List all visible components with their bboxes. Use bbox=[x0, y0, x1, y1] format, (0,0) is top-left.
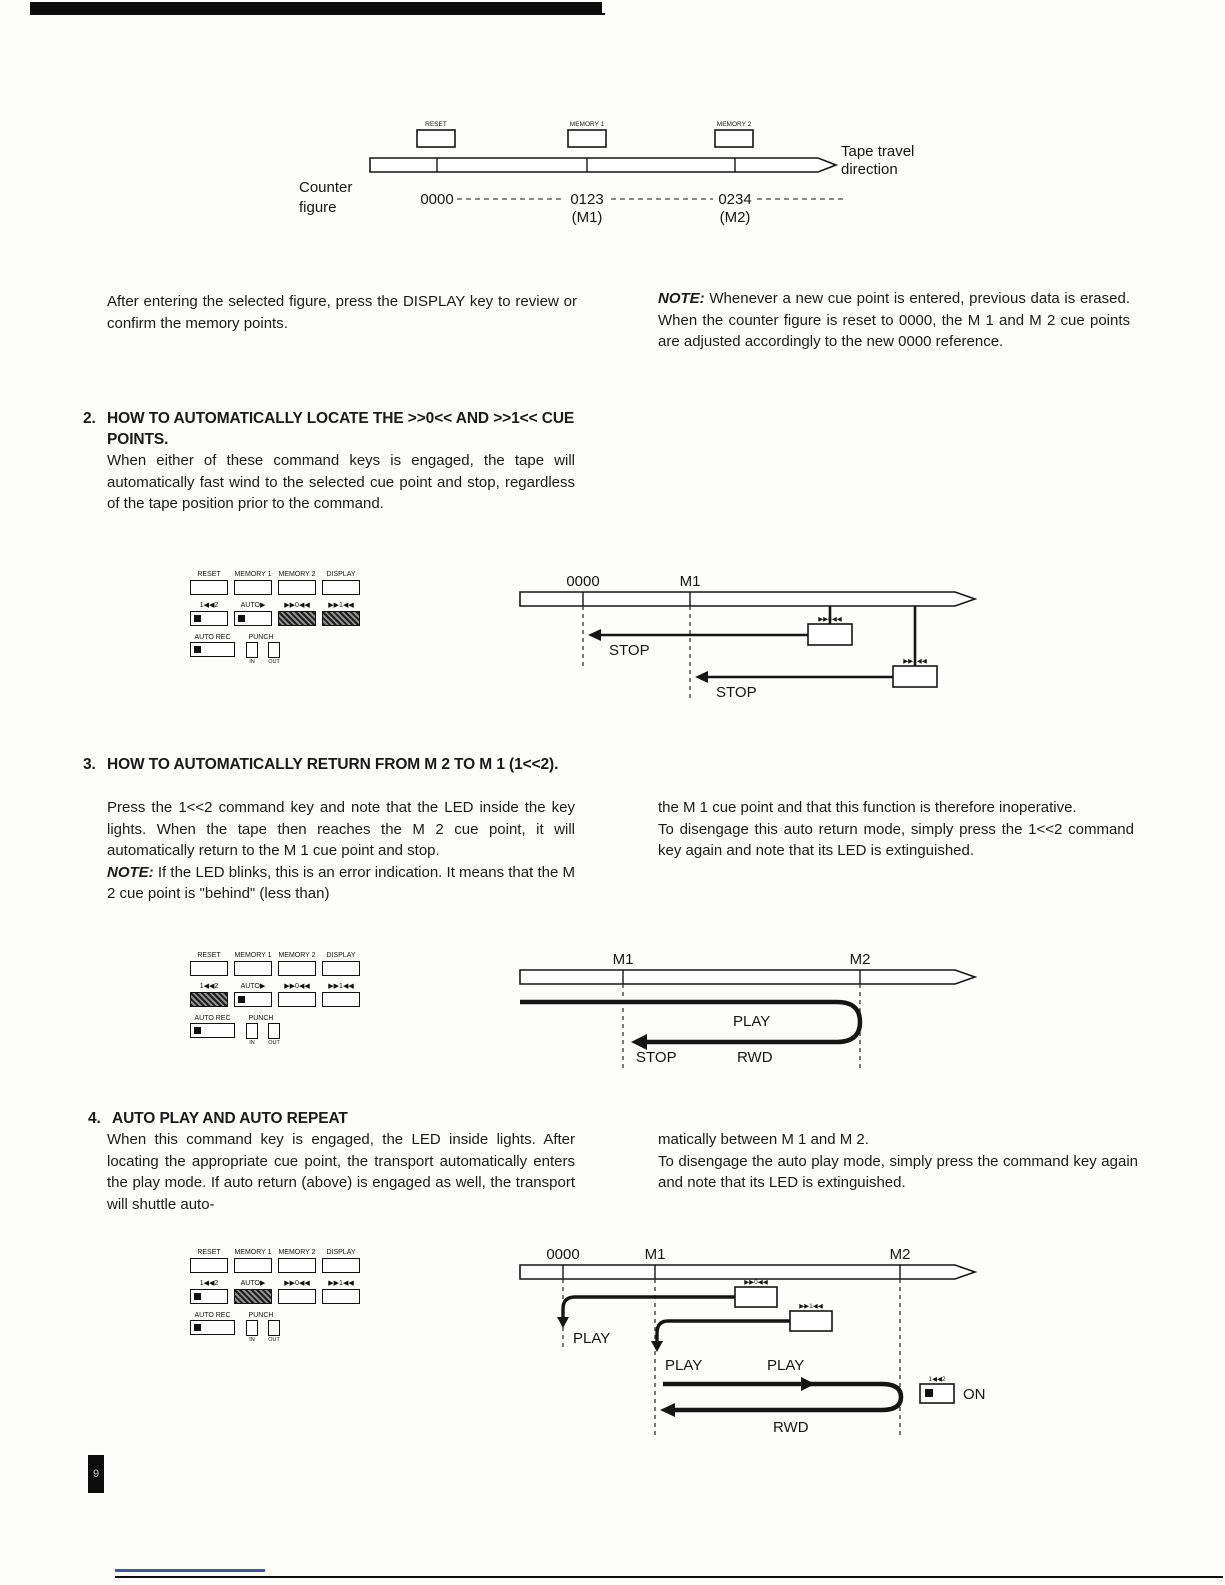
section-4-title: AUTO PLAY AND AUTO REPEAT bbox=[112, 1110, 348, 1127]
section-3-heading bbox=[83, 755, 588, 776]
intro-note bbox=[658, 288, 1130, 353]
key-auto bbox=[234, 611, 272, 626]
scan-artifact-bottom-blue-line bbox=[115, 1569, 265, 1572]
tape-bar bbox=[520, 1265, 975, 1279]
tape-bar bbox=[520, 970, 975, 984]
counter-value-m1: (M1) bbox=[571, 209, 603, 226]
key-label-memory2: MEMORY 2 bbox=[278, 952, 316, 959]
key-display bbox=[322, 580, 360, 595]
led-indicator bbox=[194, 615, 201, 622]
key-locate1 bbox=[893, 666, 937, 687]
tape-bar bbox=[370, 158, 836, 172]
key-label-punch: PUNCH bbox=[248, 1312, 274, 1319]
intro-paragraph bbox=[107, 291, 577, 334]
control-panel-locate bbox=[190, 571, 365, 667]
cue-label-0000: 0000 bbox=[546, 1246, 580, 1263]
section-4-number: 4. bbox=[88, 1110, 101, 1127]
note-label: NOTE: bbox=[107, 863, 154, 881]
page-number-text: 9 bbox=[92, 1468, 100, 1480]
key-memory1 bbox=[234, 580, 272, 595]
key-label-locate1: ▶▶1◀◀ bbox=[328, 1280, 354, 1287]
key-auto-rec bbox=[190, 1023, 235, 1038]
key-label-in: IN bbox=[249, 659, 255, 665]
key-reset bbox=[417, 130, 455, 147]
key-label-in: IN bbox=[249, 1337, 255, 1343]
cue-label-m1: M1 bbox=[644, 1246, 666, 1263]
key-label-memory1: MEMORY 1 bbox=[234, 571, 272, 578]
key-label-auto-rec: AUTO REC bbox=[194, 1015, 231, 1022]
led-indicator bbox=[194, 646, 201, 653]
key-label-memory1: MEMORY 1 bbox=[234, 1249, 272, 1256]
down-arrowhead-icon bbox=[557, 1317, 569, 1328]
section-4-body-left bbox=[107, 1129, 575, 1215]
key-label-reset: RESET bbox=[197, 952, 221, 959]
key-reset bbox=[190, 580, 228, 595]
key-memory2-label: MEMORY 2 bbox=[716, 121, 752, 128]
down-arrowhead-icon bbox=[651, 1341, 663, 1352]
control-panel-auto-return bbox=[190, 952, 365, 1048]
key-punch-out bbox=[268, 1320, 280, 1336]
section-4-heading bbox=[88, 1109, 588, 1130]
key-display bbox=[322, 1258, 360, 1273]
key-label-locate1: ▶▶1◀◀ bbox=[328, 983, 354, 990]
key-locate0 bbox=[735, 1287, 777, 1307]
key-label-display: DISPLAY bbox=[326, 1249, 356, 1256]
key-label-display: DISPLAY bbox=[326, 952, 356, 959]
key-label-auto-rec: AUTO REC bbox=[194, 1312, 231, 1319]
key-label-out: OUT bbox=[268, 659, 280, 665]
counter-figure-label-1: Counter bbox=[299, 179, 353, 196]
key-label-auto: AUTO▶ bbox=[240, 602, 266, 609]
key-locate0-label: ▶▶0◀◀ bbox=[818, 616, 842, 623]
cue-label-m1: M1 bbox=[679, 573, 701, 590]
key-label-1-2: 1◀◀2 bbox=[199, 983, 219, 990]
key-memory2 bbox=[278, 961, 316, 976]
counter-figure-label-2: figure bbox=[299, 199, 337, 216]
key-locate0-pressed bbox=[278, 611, 316, 626]
key-label-in: IN bbox=[249, 1040, 255, 1046]
tape-travel-label-2: direction bbox=[841, 161, 898, 178]
control-panel-auto-play bbox=[190, 1249, 365, 1345]
key-label-locate0: ▶▶0◀◀ bbox=[284, 983, 310, 990]
section-4-text-2: matically between M 1 and M 2. bbox=[658, 1131, 869, 1148]
key-locate1-pressed bbox=[322, 611, 360, 626]
key-display bbox=[322, 961, 360, 976]
key-memory1 bbox=[234, 1258, 272, 1273]
intro-text: After entering the selected figure, press the DISPLAY key to review or confirm the memory points. bbox=[107, 293, 577, 332]
key-locate1 bbox=[790, 1311, 832, 1331]
key-label-punch: PUNCH bbox=[248, 634, 274, 641]
figure-locate-diagram bbox=[505, 560, 995, 710]
section-2-title: HOW TO AUTOMATICALLY LOCATE THE >>0<< AND >>1<< CUE POINTS. bbox=[107, 410, 575, 448]
key-punch-in bbox=[246, 1320, 258, 1336]
shuttle-loop-path bbox=[663, 1384, 901, 1410]
note-label: NOTE: bbox=[658, 290, 705, 307]
stop-label-b: STOP bbox=[716, 684, 757, 701]
key-label-punch: PUNCH bbox=[248, 1015, 274, 1022]
key-locate0 bbox=[278, 1289, 316, 1304]
key-label-display: DISPLAY bbox=[326, 571, 356, 578]
section-3-body-left bbox=[107, 797, 575, 905]
led-indicator bbox=[194, 1293, 201, 1300]
key-auto bbox=[234, 992, 272, 1007]
led-indicator bbox=[194, 1027, 201, 1034]
key-label-memory1: MEMORY 1 bbox=[234, 952, 272, 959]
led-indicator bbox=[194, 1324, 201, 1331]
key-label-auto: AUTO▶ bbox=[240, 983, 266, 990]
key-label-auto: AUTO▶ bbox=[240, 1280, 266, 1287]
section-3-text-2: the M 1 cue point and that this function is therefore inoperative. bbox=[658, 799, 1077, 816]
key-punch-in bbox=[246, 1023, 258, 1039]
right-arrowhead-icon bbox=[801, 1377, 815, 1391]
key-locate0-label: ▶▶0◀◀ bbox=[744, 1279, 768, 1286]
key-label-out: OUT bbox=[268, 1040, 280, 1046]
key-reset bbox=[190, 1258, 228, 1273]
key-label-auto-rec: AUTO REC bbox=[194, 634, 231, 641]
counter-value-0234: 0234 bbox=[718, 191, 752, 208]
key-1-2-label: 1◀◀2 bbox=[928, 1376, 946, 1383]
play-label: PLAY bbox=[733, 1013, 771, 1030]
section-3-number: 3. bbox=[83, 756, 96, 773]
cue-label-m2: M2 bbox=[849, 951, 871, 968]
tape-travel-label-1: Tape travel bbox=[841, 143, 915, 160]
key-1-2-pressed bbox=[190, 992, 228, 1007]
key-reset bbox=[190, 961, 228, 976]
stop-label-a: STOP bbox=[609, 642, 650, 659]
key-label-locate0: ▶▶0◀◀ bbox=[284, 602, 310, 609]
section-3-text-1: Press the 1<<2 command key and note that the LED inside the key lights. When the tape then reaches the M 2 cue point, it will automatically return to the M 1 cue point and stop. bbox=[107, 799, 575, 860]
key-memory1-label: MEMORY 1 bbox=[569, 121, 605, 128]
key-label-1-2: 1◀◀2 bbox=[199, 1280, 219, 1287]
key-1-2 bbox=[190, 611, 228, 626]
key-memory2 bbox=[278, 580, 316, 595]
figure-auto-play-diagram bbox=[505, 1235, 1025, 1450]
key-label-1-2: 1◀◀2 bbox=[199, 602, 219, 609]
key-memory1 bbox=[568, 130, 606, 147]
left-arrowhead-icon bbox=[660, 1403, 675, 1417]
key-reset-label: RESET bbox=[425, 121, 447, 128]
key-label-out: OUT bbox=[268, 1337, 280, 1343]
key-memory2 bbox=[715, 130, 753, 147]
cue-label-m1: M1 bbox=[612, 951, 634, 968]
play-label-1: PLAY bbox=[573, 1330, 611, 1347]
key-label-memory2: MEMORY 2 bbox=[278, 571, 316, 578]
key-label-reset: RESET bbox=[197, 1249, 221, 1256]
key-punch-in bbox=[246, 642, 258, 658]
play-label-2: PLAY bbox=[665, 1357, 703, 1374]
counter-value-0123: 0123 bbox=[570, 191, 604, 208]
key-label-locate1: ▶▶1◀◀ bbox=[328, 602, 354, 609]
section-2-body bbox=[107, 450, 575, 515]
key-punch-out bbox=[268, 642, 280, 658]
play-label-3: PLAY bbox=[767, 1357, 805, 1374]
key-label-memory2: MEMORY 2 bbox=[278, 1249, 316, 1256]
led-indicator bbox=[238, 996, 245, 1003]
cue-label-0000: 0000 bbox=[566, 573, 600, 590]
led-indicator bbox=[238, 615, 245, 622]
section-2-number: 2. bbox=[83, 410, 96, 427]
section-3-title: HOW TO AUTOMATICALLY RETURN FROM M 2 TO M 1 (1<<2). bbox=[107, 756, 559, 773]
key-memory1 bbox=[234, 961, 272, 976]
key-locate1 bbox=[322, 992, 360, 1007]
figure-auto-return-diagram bbox=[505, 940, 995, 1080]
key-locate1 bbox=[322, 1289, 360, 1304]
rwd-label: RWD bbox=[737, 1049, 773, 1066]
section-3-body-right bbox=[658, 797, 1134, 862]
section-4-body-right bbox=[658, 1129, 1138, 1194]
tape-bar bbox=[520, 592, 975, 606]
key-memory2 bbox=[278, 1258, 316, 1273]
page-number bbox=[88, 1455, 104, 1493]
rwd-label: RWD bbox=[773, 1419, 809, 1436]
key-punch-out bbox=[268, 1023, 280, 1039]
locate0-hook-line bbox=[563, 1297, 735, 1321]
scan-artifact-bottom-rule bbox=[115, 1576, 1223, 1578]
note-text: Whenever a new cue point is entered, previous data is erased. When the counter figure is reset to 0000, the M 1 and M 2 cue points are adjusted accordingly to the new 0000 reference. bbox=[658, 290, 1130, 351]
key-auto-rec bbox=[190, 642, 235, 657]
play-return-path bbox=[520, 1002, 860, 1042]
on-label: ON bbox=[963, 1386, 986, 1403]
section-2-heading bbox=[83, 409, 588, 451]
locate1-hook-line bbox=[657, 1321, 790, 1345]
section-3-text-3: To disengage this auto return mode, simply press the 1<<2 command key again and note that its LED is extinguished. bbox=[658, 820, 1134, 860]
key-label-locate0: ▶▶0◀◀ bbox=[284, 1280, 310, 1287]
key-auto-rec bbox=[190, 1320, 235, 1335]
section-2-text: When either of these command keys is engaged, the tape will automatically fast wind to the selected cue point and stop, regardless of the tape position prior to the command. bbox=[107, 452, 575, 513]
figure-tape-counter bbox=[285, 108, 975, 238]
cue-label-m2: M2 bbox=[889, 1246, 911, 1263]
key-1-2 bbox=[190, 1289, 228, 1304]
scan-artifact-top-rule bbox=[30, 13, 605, 15]
section-4-text-3: To disengage the auto play mode, simply press the command key again and note that its LED is extinguished. bbox=[658, 1152, 1138, 1192]
counter-value-m2: (M2) bbox=[719, 209, 751, 226]
key-locate1-label: ▶▶1◀◀ bbox=[903, 658, 927, 665]
left-arrowhead-icon bbox=[588, 629, 601, 641]
key-label-reset: RESET bbox=[197, 571, 221, 578]
led-indicator bbox=[925, 1389, 933, 1397]
scan-artifact-top-bar bbox=[30, 2, 602, 13]
key-locate0 bbox=[808, 624, 852, 645]
key-auto-pressed bbox=[234, 1289, 272, 1304]
left-arrowhead-icon bbox=[631, 1034, 647, 1050]
stop-label: STOP bbox=[636, 1049, 677, 1066]
key-locate0 bbox=[278, 992, 316, 1007]
section-3-note-text: If the LED blinks, this is an error indication. It means that the M 2 cue point is "behind" (less than) bbox=[107, 863, 576, 903]
section-4-text-1: When this command key is engaged, the LED inside lights. After locating the appropriate cue point, the transport automatically enters the play mode. If auto return (above) is engaged as well, the transport will shuttle auto- bbox=[107, 1131, 575, 1213]
left-arrowhead-icon bbox=[695, 671, 708, 683]
key-locate1-label: ▶▶1◀◀ bbox=[799, 1303, 823, 1310]
counter-value-0000: 0000 bbox=[420, 191, 454, 208]
